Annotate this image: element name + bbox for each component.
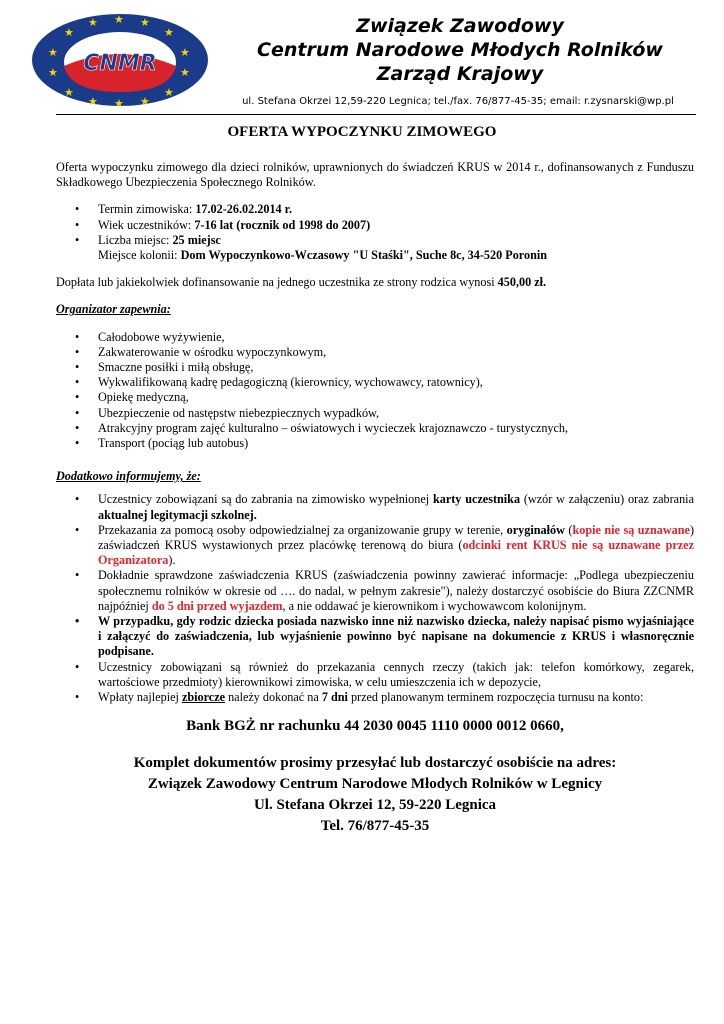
contact-line: ul. Stefana Okrzei 12,59-220 Legnica; tel./fax. 76/877-45-35; email: r.zysnarski@wp.pl — [242, 96, 674, 107]
svg-text:★: ★ — [88, 17, 98, 29]
list-item: • Liczba miejsc: 25 miejsc — [56, 233, 694, 248]
svg-text:★: ★ — [48, 47, 58, 59]
list-item: • Termin zimowiska: 17.02-26.02.2014 r. — [56, 202, 694, 217]
svg-text:★: ★ — [64, 27, 74, 39]
list-item: • Całodobowe wyżywienie, — [56, 330, 694, 345]
list-item: • Dokładnie sprawdzone zaświadczenia KRUS (zaświadczenia powinny zawierać informacje: „Podlega ubezpieczeniu społecznemu rolników w okresie od …. do nadal, w pełnym zakresie"), należy dostarczyć osobiście do Biura ZZCNMR najpóźniej do 5 dni przed wyjazdem, a nie oddawać je kierownikom i wychowawcom kolonijnym. — [56, 568, 694, 614]
location-line: Miejsce kolonii: Dom Wypoczynkowo-Wczasowy "U Staśki", Suche 8c, 34-520 Poronin — [98, 248, 548, 263]
organization-name — [210, 14, 710, 86]
list-item: • Atrakcyjny program zajęć kulturalno – oświatowych i wycieczek krajoznawczo - turystycznych, — [56, 421, 694, 436]
list-item: • Opiekę medyczną, — [56, 390, 694, 405]
svg-text:★: ★ — [64, 87, 74, 99]
intro-paragraph: Oferta wypoczynku zimowego dla dzieci rolników, uprawnionych do świadczeń KRUS w 2014 r., dofinansowanych z Funduszu Składkowego Ubezpieczenia Społecznego Rolników. — [56, 160, 694, 190]
document-body — [56, 160, 694, 837]
list-item: • Ubezpieczenie od następstw niebezpiecznych wypadków, — [56, 406, 694, 421]
svg-text:★: ★ — [180, 47, 190, 59]
provides-heading: Organizator zapewnia: — [56, 302, 171, 317]
address-line-2: Związek Zawodowy Centrum Narodowe Młodych Rolników w Legnicy — [147, 775, 603, 792]
list-item: • Uczestnicy zobowiązani są również do przekazania cennych rzeczy (takich jak: telefon komórkowy, zegarek, wartościowe przedmioty) kierownikowi zimowiska, w celu umieszczenia ich w depozycie, — [56, 660, 694, 690]
org-line-2: Centrum Narodowe Młodych Rolników — [257, 39, 663, 61]
address-line-4: Tel. 76/877-45-35 — [320, 817, 430, 834]
svg-text:★: ★ — [140, 17, 150, 29]
info-list — [56, 492, 694, 705]
list-item: • Wpłaty najlepiej zbiorcze należy dokonać na 7 dni przed planowanym terminem rozpoczęcia turnusu na konto: — [56, 690, 694, 705]
address-line-3: Ul. Stefana Okrzei 12, 59-220 Legnica — [253, 796, 497, 813]
org-line-1: Związek Zawodowy — [356, 15, 564, 37]
svg-text:★: ★ — [48, 67, 58, 79]
bank-account: Bank BGŻ nr rachunku 44 2030 0045 1110 0000 0012 0660, — [186, 718, 564, 735]
payment-paragraph: Dopłata lub jakiekolwiek dofinansowanie na jednego uczestnika ze strony rodzica wynosi 450,00 zł. — [56, 275, 547, 290]
svg-text:★: ★ — [114, 14, 124, 26]
svg-text:★: ★ — [180, 67, 190, 79]
page-title: OFERTA WYPOCZYNKU ZIMOWEGO — [227, 124, 497, 140]
list-item: • Smaczne posiłki i miłą obsługę, — [56, 360, 694, 375]
org-line-3: Zarząd Krajowy — [376, 63, 544, 85]
list-item: • W przypadku, gdy rodzic dziecka posiada nazwisko inne niż nazwisko dziecka, należy napisać pismo wyjaśniające i załączyć do zaświadczenia, lub wyjaśnienie powinno być napisane na dokumencie z KRUS i własnoręcznie podpisane. — [56, 614, 694, 660]
provides-list — [56, 330, 694, 452]
header-divider — [56, 114, 696, 115]
list-item: • Transport (pociąg lub autobus) — [56, 436, 694, 451]
svg-text:★: ★ — [140, 96, 150, 108]
svg-text:★: ★ — [164, 27, 174, 39]
svg-text:★: ★ — [114, 98, 124, 108]
details-list — [56, 202, 694, 248]
list-item: • Uczestnicy zobowiązani są do zabrania na zimowisko wypełnionej karty uczestnika (wzór w załączeniu) oraz zabrania aktualnej legitymacji szkolnej. — [56, 492, 694, 522]
logo-text: CNMR — [83, 51, 157, 76]
mailing-address — [56, 753, 694, 837]
address-line-1: Komplet dokumentów prosimy przesyłać lub dostarczyć osobiście na adres: — [133, 754, 617, 771]
svg-text:★: ★ — [88, 96, 98, 108]
list-item: • Wykwalifikowaną kadrę pedagogiczną (kierownicy, wychowawcy, ratownicy), — [56, 375, 694, 390]
list-item: • Przekazania za pomocą osoby odpowiedzialnej za organizowanie grupy w terenie, oryginałów (kopie nie są uznawane) zaświadczeń KRUS wystawionych przez placówkę terenową do biura (odcinki rent KRUS nie są uznawane przez Organizatora). — [56, 523, 694, 569]
svg-text:★: ★ — [164, 87, 174, 99]
info-heading: Dodatkowo informujemy, że: — [56, 469, 201, 484]
list-item: • Wiek uczestników: 7-16 lat (rocznik od 1998 do 2007) — [56, 218, 694, 233]
cnmr-logo — [30, 12, 210, 108]
list-item: • Zakwaterowanie w ośrodku wypoczynkowym, — [56, 345, 694, 360]
